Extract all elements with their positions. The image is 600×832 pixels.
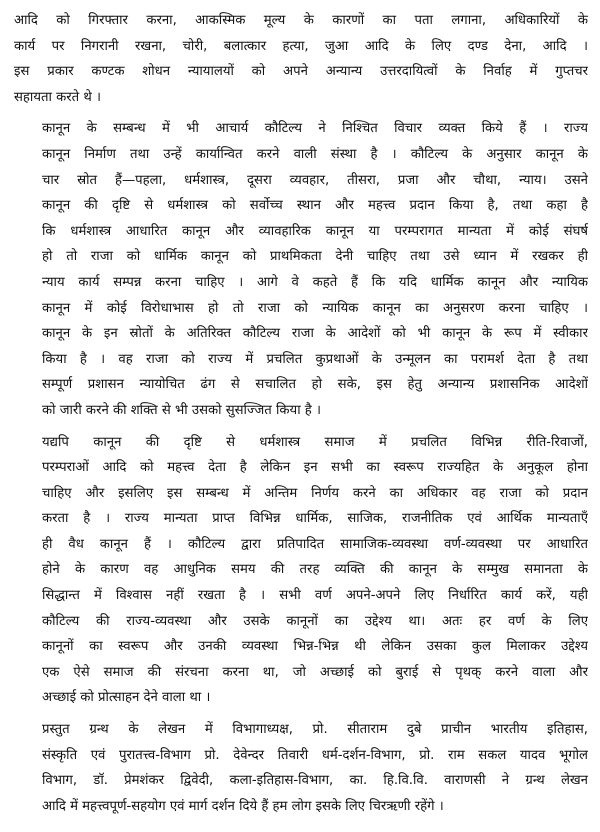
text-line: विभाग, डॉ. प्रेमशंकर द्विवेदी, कला-इतिहास-विभाग, का. हि.वि.वि. वाराणसी ने ग्रन्थ लेखन	[42, 773, 588, 789]
text-line: इस प्रकार कण्टक शोधन न्यायालयों को अपने अन्यान्य उत्तरदायित्वों के निर्वाह में गुप्तचर	[14, 64, 588, 80]
text-line: कानून के सम्बन्ध में भी आचार्य कौटिल्य ने निश्चित विचार व्यक्त किये हैं । राज्य	[42, 121, 588, 137]
text-line: होने के कारण वह आधुनिक समय की तरह व्यक्ति की कानून के सम्मुख समानता के	[42, 562, 588, 578]
text-line: कानून में कोई विरोधाभास हो तो राजा को न्यायिक कानून का अनुसरण करना चाहिए ।	[42, 300, 588, 316]
text-line: आदि को गिरफ्तार करना, आकस्मिक मूल्य के कारणों का पता लगाना, अधिकारियों के	[14, 13, 588, 28]
text-line: परम्पराओं आदि को महत्त्व देता है लेकिन इन सभी का स्वरूप राज्यहित के अनुकूल होना	[42, 460, 588, 476]
text-line: ही वैध कानून हैं । कौटिल्य द्वारा प्रतिपादित सामाजिक-व्यवस्था वर्ण-व्यवस्था पर आधारित	[42, 536, 588, 552]
text-line: कानून के इन स्रोतों के अतिरिक्त कौटिल्य राजा के आदेशों को भी कानून के रूप में स्वीकार	[42, 326, 588, 342]
text-line: एक ऐसे समाज की संरचना करना था, जो अच्छाई को बुराई से पृथक् करने वाला और	[42, 664, 588, 680]
paragraph	[14, 430, 588, 712]
paragraph	[14, 8, 588, 110]
paragraph	[14, 717, 588, 819]
text-line: चाहिए और इसलिए इस सम्बन्ध में अन्तिम निर्णय करने का अधिकार वह राजा को प्रदान	[42, 485, 588, 501]
text-line: अच्छाई को प्रोत्साहन देने वाला था ।	[42, 690, 211, 706]
text-line: को जारी करने की शक्ति से भी उसको सुसज्जित किया है ।	[42, 402, 321, 418]
text-line: सिद्धान्त में विश्वास नहीं रखता है । सभी वर्ण अपने-अपने लिए निर्धारित कार्य करें, यही	[42, 588, 588, 604]
text-line: कानूनों का स्वरूप और उनकी व्यवस्था भिन्न-भिन्न थी लेकिन उसका कुल मिलाकर उद्देश्य	[42, 639, 588, 655]
text-line: आदि में महत्त्वपूर्ण-सहयोग एवं मार्ग दर्शन दिये हैं हम लोग इसके लिए चिरऋणी रहेंगे ।	[42, 798, 444, 814]
text-line: न्याय कार्य सम्पन्न करना चाहिए । आगे वे कहते हैं कि यदि धार्मिक कानून और न्यायिक	[42, 274, 588, 290]
document-body	[14, 8, 588, 819]
text-line: कार्य पर निगरानी रखना, चोरी, बलात्कार हत्या, जुआ आदि के लिए दण्ड देना, आदि ।	[14, 38, 588, 54]
text-line: कानून निर्माण तथा उन्हें कार्यान्वित करने वाली संस्था है । कौटिल्य के अनुसार कानून के	[42, 146, 588, 162]
text-line: कौटिल्य की राज्य-व्यवस्था और उसके कानूनों का उद्देश्य था। अतः हर वर्ण के लिए	[42, 613, 588, 629]
text-line: किया है । वह राजा को राज्य में प्रचलित कुप्रथाओं के उन्मूलन का परामर्श देता है तथा	[42, 351, 588, 367]
text-line: कानून की दृष्टि से धर्मशास्त्र को सर्वोच्च स्थान और महत्त्व प्रदान किया है, तथा कहा है	[42, 198, 588, 214]
text-line: प्रस्तुत ग्रन्थ के लेखन में विभागाध्यक्ष, प्रो. सीताराम दुबे प्राचीन भारतीय इतिहास,	[42, 722, 588, 738]
text-line: यद्यपि कानून की दृष्टि से धर्मशास्त्र समाज में प्रचलित विभिन्न रीति-रिवाजों,	[42, 434, 588, 450]
paragraph	[14, 116, 588, 423]
text-line: चार स्रोत हैं—पहला, धर्मशास्त्र, दूसरा व्यवहार, तीसरा, प्रजा और चौथा, न्याय। उसने	[42, 172, 588, 188]
text-line: संस्कृति एवं पुरातत्त्व-विभाग प्रो. देवेन्दर तिवारी धर्म-दर्शन-विभाग, प्रो. राम सकल यादव भूगोल	[42, 747, 588, 763]
text-line: हो तो राजा को धार्मिक कानून को प्राथमिकता देनी चाहिए तथा उसे ध्यान में रखकर ही	[42, 249, 588, 265]
text-line: करता है । राज्य मान्यता प्राप्त विभिन्न धार्मिक, साजिक, राजनीतिक एवं आर्थिक मान्यताएँ	[42, 511, 588, 527]
text-line: सहायता करते थे ।	[14, 89, 101, 105]
text-line: सम्पूर्ण प्रशासन न्यायोचित ढंग से सचालित हो सके, इस हेतु अन्यान्य प्रशासनिक आदेशों	[42, 377, 588, 393]
text-line: कि धर्मशास्त्र आधारित कानून और व्यावहारिक कानून या परम्परागत मान्यता में कोई संघर्ष	[42, 223, 588, 239]
